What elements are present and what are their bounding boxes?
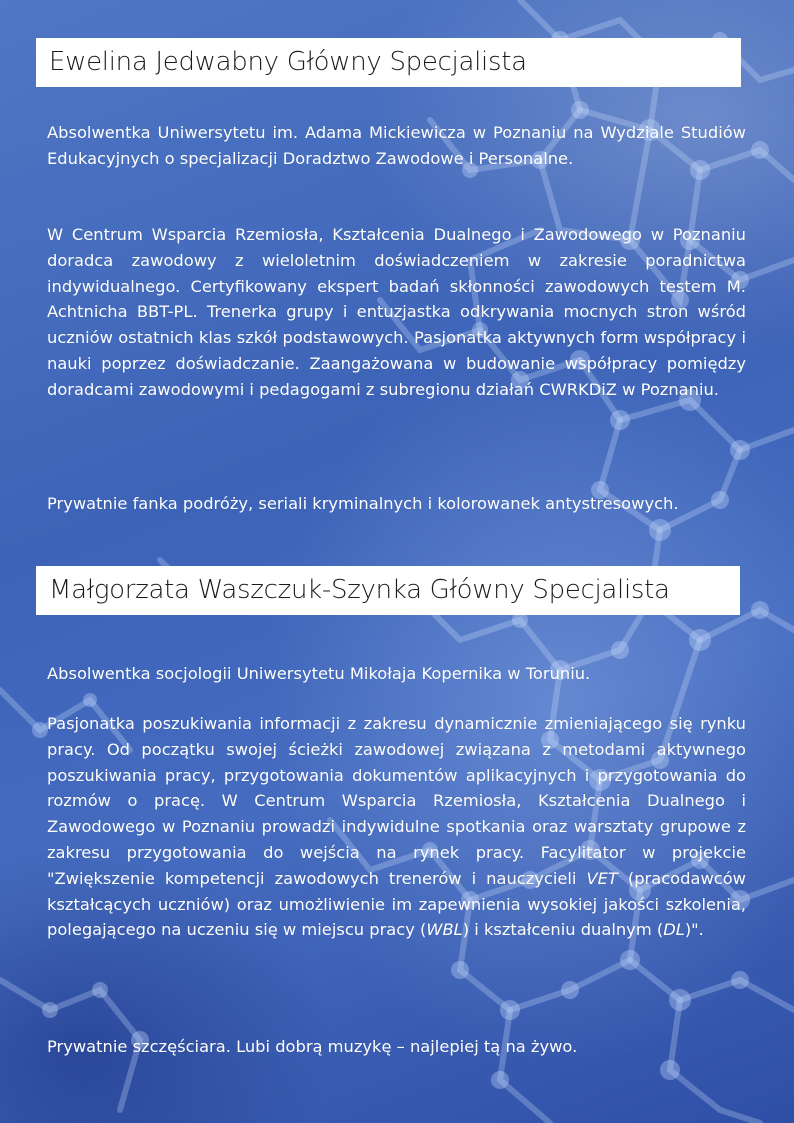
experience-text-part: ) i kształceniu dualnym (	[462, 920, 664, 940]
profile-heading-waszczuk-szynka: Małgorzata Waszczuk-Szynka Główny Specjalista	[36, 566, 740, 615]
experience-text-part: Pasjonatka poszukiwania informacji z zakresu dynamicznie zmieniającego się rynku pracy. Od początku swojej ścieżki zawodowej związana z metodami aktywnego poszukiwania pracy, przygotowania dokumentów aplikacyjnych i przygotowania do rozmów o pracę. W Centrum Wsparcia Rzemiosła, Kształcenia Dualnego i Zawodowego w Poznaniu prowadzi indywidulne spotkania oraz warsztaty grupowe z zakresu przygotowania do wejścia na rynek pracy. Facylitator w projekcie "Zwiększenie kompetencji zawodowych trenerów i nauczycieli	[47, 714, 746, 888]
profile-experience-waszczuk-szynka	[47, 711, 746, 943]
experience-text-part: (pracodawców kształcących uczniów) oraz umożliwienie im zapewnienia wysokiej jakości szkolenia, polegającego na uczeniu się w miejscu pracy (	[47, 868, 747, 940]
term-wbl: WBL	[426, 920, 463, 940]
term-dl: DL	[663, 920, 685, 940]
profile-education-waszczuk-szynka: Absolwentka socjologii Uniwersytetu Mikołaja Kopernika w Toruniu.	[47, 664, 591, 683]
profile-experience-jedwabny: W Centrum Wsparcia Rzemiosła, Kształcenia Dualnego i Zawodowego w Poznaniu doradca zawodowy z wieloletnim doświadczeniem w zakresie poradnictwa indywidualnego. Certyfikowany ekspert badań skłonności zawodowych testem M. Achtnicha BBT-PL. Trenerka grupy i entuzjastka odkrywania mocnych stron wśród uczniów ostatnich klas szkół podstawowych. Pasjonatka aktywnych form współpracy i nauki poprzez doświadczanie. Zaangażowana w budowanie współpracy pomiędzy doradcami zawodowymi i pedagogami z subregionu działań CWRKDiZ w Poznaniu.	[47, 225, 746, 399]
term-vet: VET	[586, 868, 618, 888]
profile-heading-jedwabny: Ewelina Jedwabny Główny Specjalista	[36, 38, 741, 87]
profile-private-jedwabny: Prywatnie fanka podróży, seriali kryminalnych i kolorowanek antystresowych.	[47, 494, 679, 513]
profile-private-waszczuk-szynka: Prywatnie szczęściara. Lubi dobrą muzykę – najlepiej tą na żywo.	[47, 1037, 578, 1056]
experience-text-part: )".	[684, 920, 704, 940]
profile-education-jedwabny: Absolwentka Uniwersytetu im. Adama Mickiewicza w Poznaniu na Wydziale Studiów Edukacyjnych o specjalizacji Doradztwo Zawodowe i Personalne.	[47, 123, 746, 168]
